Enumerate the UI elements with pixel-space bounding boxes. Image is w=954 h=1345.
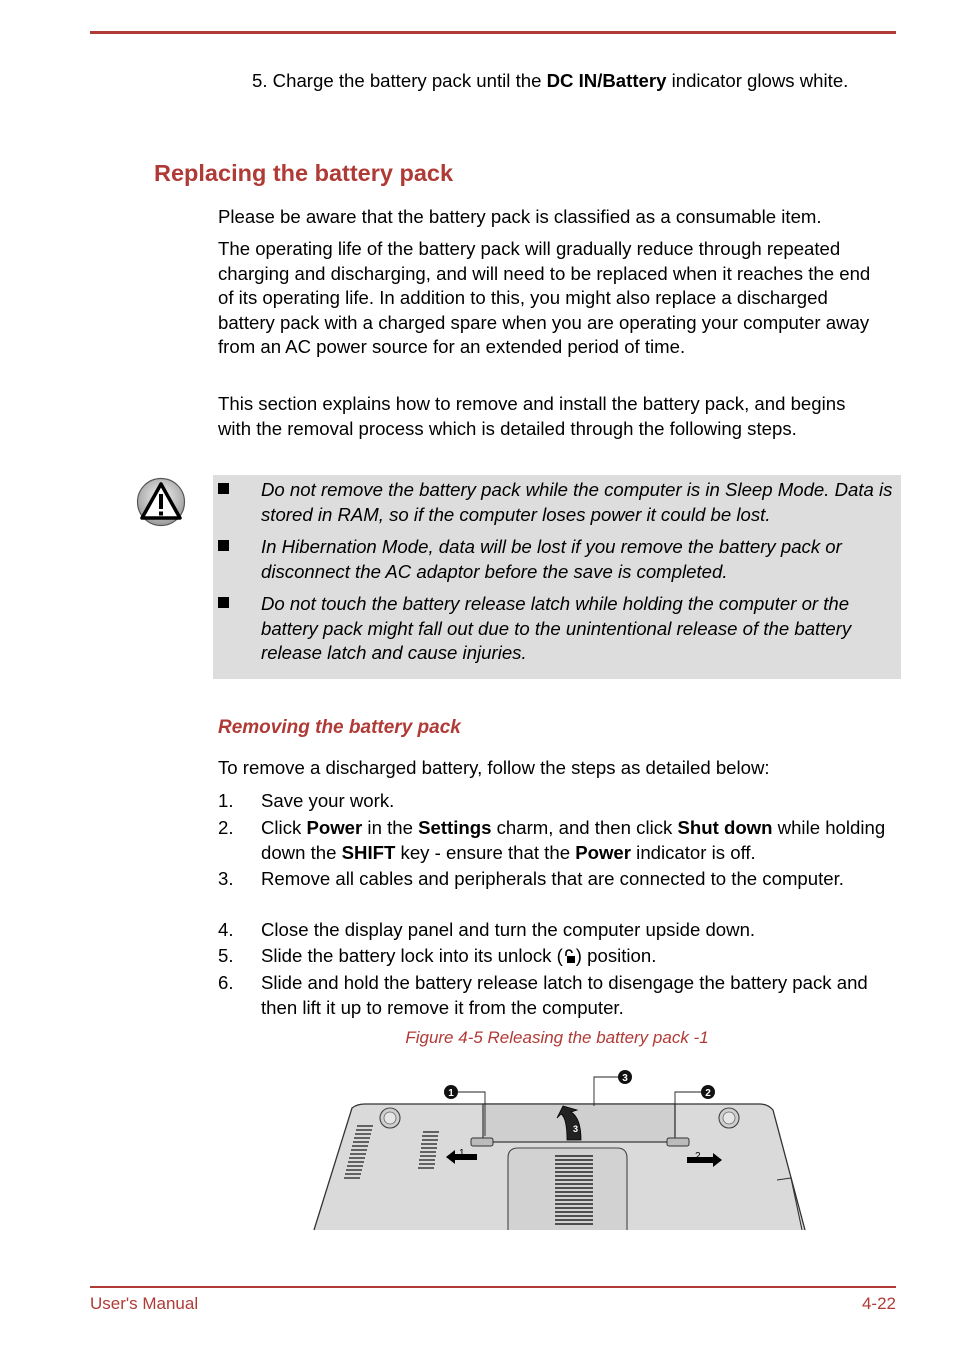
steps-intro: To remove a discharged battery, follow the steps as detailed below:	[218, 757, 770, 778]
paragraph-section-explains: This section explains how to remove and install the battery pack, and begins with the removal process which is detailed through the following steps.	[218, 393, 846, 439]
unlock-icon	[563, 949, 576, 964]
subsection-title: Removing the battery pack	[218, 717, 461, 738]
svg-text:1: 1	[459, 1148, 465, 1159]
svg-text:2: 2	[705, 1088, 711, 1099]
step-5-text: Slide the battery lock into its unlock ( ) position.	[261, 945, 657, 966]
step-6-text: Slide and hold the battery release latch to disengage the battery pack and then lift it up to remove it from the computer.	[261, 972, 868, 1018]
svg-text:1: 1	[448, 1088, 454, 1099]
footer-rule	[90, 1286, 896, 1288]
step-1-text: Save your work.	[261, 790, 395, 811]
battery-lock-latch	[471, 1138, 493, 1146]
battery-release-latch	[667, 1138, 689, 1146]
step-number: 1.	[218, 790, 234, 811]
step-number: 4.	[218, 919, 234, 940]
svg-text:2: 2	[695, 1151, 701, 1162]
warning-sleep-mode: Do not remove the battery pack while the computer is in Sleep Mode. Data is stored in RAM, so if the computer loses power it could be lost.	[261, 479, 893, 525]
footer-manual-title: User's Manual	[90, 1294, 199, 1313]
warning-release-latch: Do not touch the battery release latch while holding the computer or the battery pack might fall out due to the unintentional release of the battery release latch and cause injuries.	[261, 593, 852, 663]
step-3-text: Remove all cables and peripherals that are connected to the computer.	[261, 868, 844, 889]
step-number: 6.	[218, 972, 234, 993]
step-number: 5.	[218, 945, 234, 966]
header-rule	[90, 31, 896, 34]
step-number: 3.	[218, 868, 234, 889]
step-4-text: Close the display panel and turn the computer upside down.	[261, 919, 756, 940]
footer-page-number: 4-22	[861, 1294, 896, 1313]
warning-icon	[136, 477, 186, 527]
paragraph-operating-life: The operating life of the battery pack will gradually reduce through repeated charging and discharging, and will need to be replaced when it reaches the end of its operating life. In addition to this, you might also replace a discharged battery pack with a charged spare when you are operating your computer away from an AC power source for an extended period of time.	[218, 238, 871, 357]
svg-text:3: 3	[622, 1073, 628, 1084]
section-title: Replacing the battery pack	[154, 160, 454, 186]
battery-release-figure	[305, 1060, 815, 1232]
paragraph-consumable: Please be aware that the battery pack is classified as a consumable item.	[218, 206, 822, 227]
bullet-square	[218, 597, 229, 608]
warning-hibernation: In Hibernation Mode, data will be lost if you remove the battery pack or disconnect the AC adaptor before the save is completed.	[261, 536, 842, 582]
step-5-charge-text: 5. Charge the battery pack until the DC IN/Battery indicator glows white.	[252, 70, 849, 91]
bullet-square	[218, 540, 229, 551]
step-2-text: Click Power in the Settings charm, and then click Shut down while holding down the SHIFT key - ensure that the Power indicator is off.	[261, 817, 886, 863]
figure-caption: Figure 4-5 Releasing the battery pack -1	[405, 1028, 709, 1047]
bullet-square	[218, 483, 229, 494]
svg-text:3: 3	[573, 1124, 579, 1134]
step-number: 2.	[218, 817, 234, 838]
